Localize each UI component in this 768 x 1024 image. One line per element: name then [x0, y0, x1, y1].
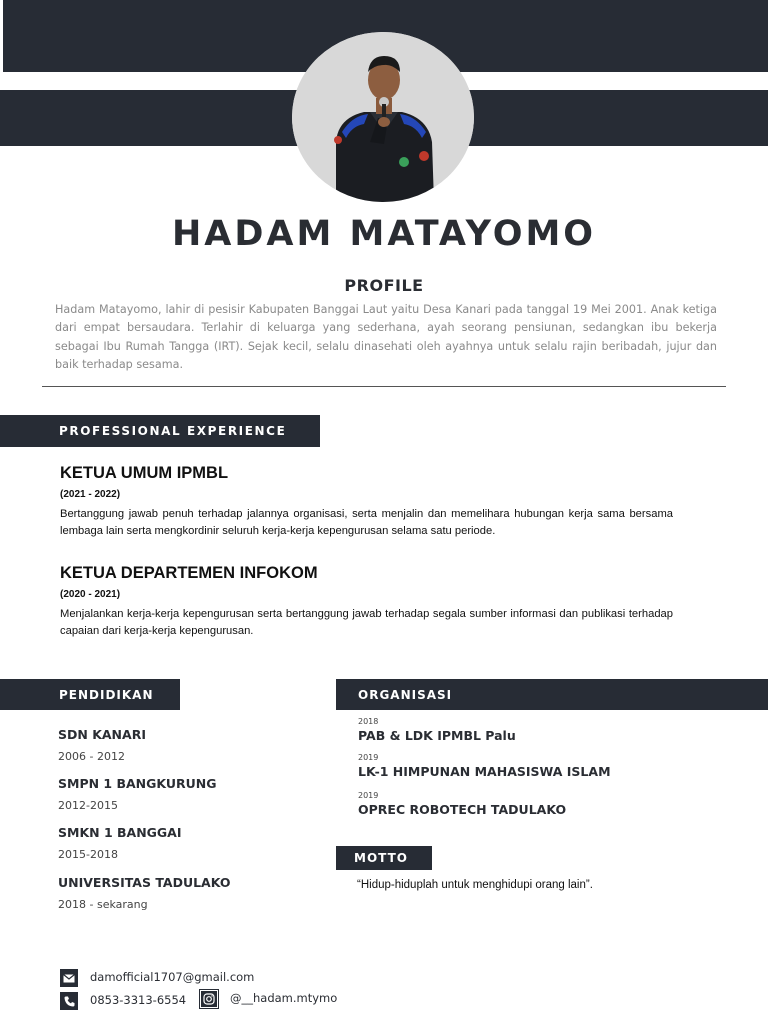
- job-description: Menjalankan kerja-kerja kepengurusan serta bertanggung jawab terhadap segala sumber informasi dan publikasi terhadap capaian dari kerja-kerja kepengurusan.: [60, 608, 673, 637]
- phone-icon: [60, 992, 78, 1010]
- candidate-name: HADAM MATAYOMO: [171, 214, 597, 254]
- education-item: [58, 776, 217, 812]
- phone-icon-glyph: [64, 996, 75, 1007]
- contact-phone[interactable]: 0853-3313-6554: [90, 993, 187, 1007]
- school-name: SMKN 1 BANGGAI: [58, 825, 182, 840]
- organization-heading: [336, 679, 768, 710]
- profile-divider: [42, 386, 726, 387]
- education-item: [58, 825, 182, 861]
- person-illustration: [292, 32, 474, 202]
- profile-heading: PROFILE: [344, 276, 424, 295]
- organization-year: 2019: [358, 753, 379, 762]
- motto-text: “Hidup-hiduplah untuk menghidupi orang lain”.: [357, 879, 593, 891]
- organization-item: [358, 753, 611, 779]
- profile-summary: Hadam Matayomo, lahir di pesisir Kabupaten Banggai Laut yaitu Desa Kanari pada tanggal 19 Mei 2001. Anak ketiga dari empat bersaudara. Terlahir di keluarga yang sederhana, ayah seorang pensiunan, sedangkan ibu bekerja sebagai Ibu Rumah Tangga (IRT). Sejak kecil, selalu dinasehati oleh ayahnya untuk selalu rajin beribadah, jujur dan baik terhadap sesama.: [55, 303, 717, 371]
- organization-year: 2019: [358, 791, 379, 800]
- school-name: UNIVERSITAS TADULAKO: [58, 875, 231, 890]
- job-description: Bertanggung jawab penuh terhadap jalannya organisasi, serta menjalin dan memelihara hubungan kerja sama bersama lembaga lain serta mengkordinir seluruh kerja-kerja kepengurusan selama satu periode.: [60, 508, 673, 537]
- job-period: (2020 - 2021): [60, 589, 121, 600]
- organization-heading-label: ORGANISASI: [358, 687, 453, 702]
- job-entry: [60, 464, 673, 540]
- job-period: (2021 - 2022): [60, 489, 121, 500]
- instagram-icon-glyph: [203, 993, 215, 1005]
- contact-instagram[interactable]: @__hadam.mtymo: [230, 991, 338, 1005]
- job-title: KETUA DEPARTEMEN INFOKOM: [60, 564, 318, 582]
- organization-name: PAB & LDK IPMBL Palu: [358, 728, 516, 743]
- mail-icon: [60, 969, 78, 987]
- profile-photo: [292, 32, 474, 202]
- organization-name: OPREC ROBOTECH TADULAKO: [358, 802, 567, 817]
- education-item: [58, 727, 146, 763]
- school-years: 2018 - sekarang: [58, 898, 148, 911]
- school-name: SMPN 1 BANGKURUNG: [58, 776, 217, 791]
- organization-year: 2018: [358, 717, 379, 726]
- experience-heading-label: PROFESSIONAL EXPERIENCE: [59, 424, 287, 438]
- mail-icon-glyph: [63, 973, 75, 983]
- contact-email[interactable]: damofficial1707@gmail.com: [90, 970, 255, 984]
- job-entry: [60, 564, 673, 640]
- job-title: KETUA UMUM IPMBL: [60, 464, 229, 482]
- instagram-icon: [200, 990, 218, 1008]
- education-heading-label: PENDIDIKAN: [59, 687, 154, 702]
- organization-name: LK-1 HIMPUNAN MAHASISWA ISLAM: [358, 764, 611, 779]
- experience-heading: [0, 415, 320, 447]
- education-heading: [0, 679, 180, 710]
- school-name: SDN KANARI: [58, 727, 146, 742]
- school-years: 2012-2015: [58, 799, 118, 812]
- organization-item: [358, 717, 516, 743]
- motto-heading-label: MOTTO: [354, 851, 408, 865]
- education-item: [58, 875, 231, 911]
- motto-heading: [336, 846, 432, 870]
- organization-item: [358, 791, 566, 817]
- school-years: 2015-2018: [58, 848, 118, 861]
- school-years: 2006 - 2012: [58, 750, 125, 763]
